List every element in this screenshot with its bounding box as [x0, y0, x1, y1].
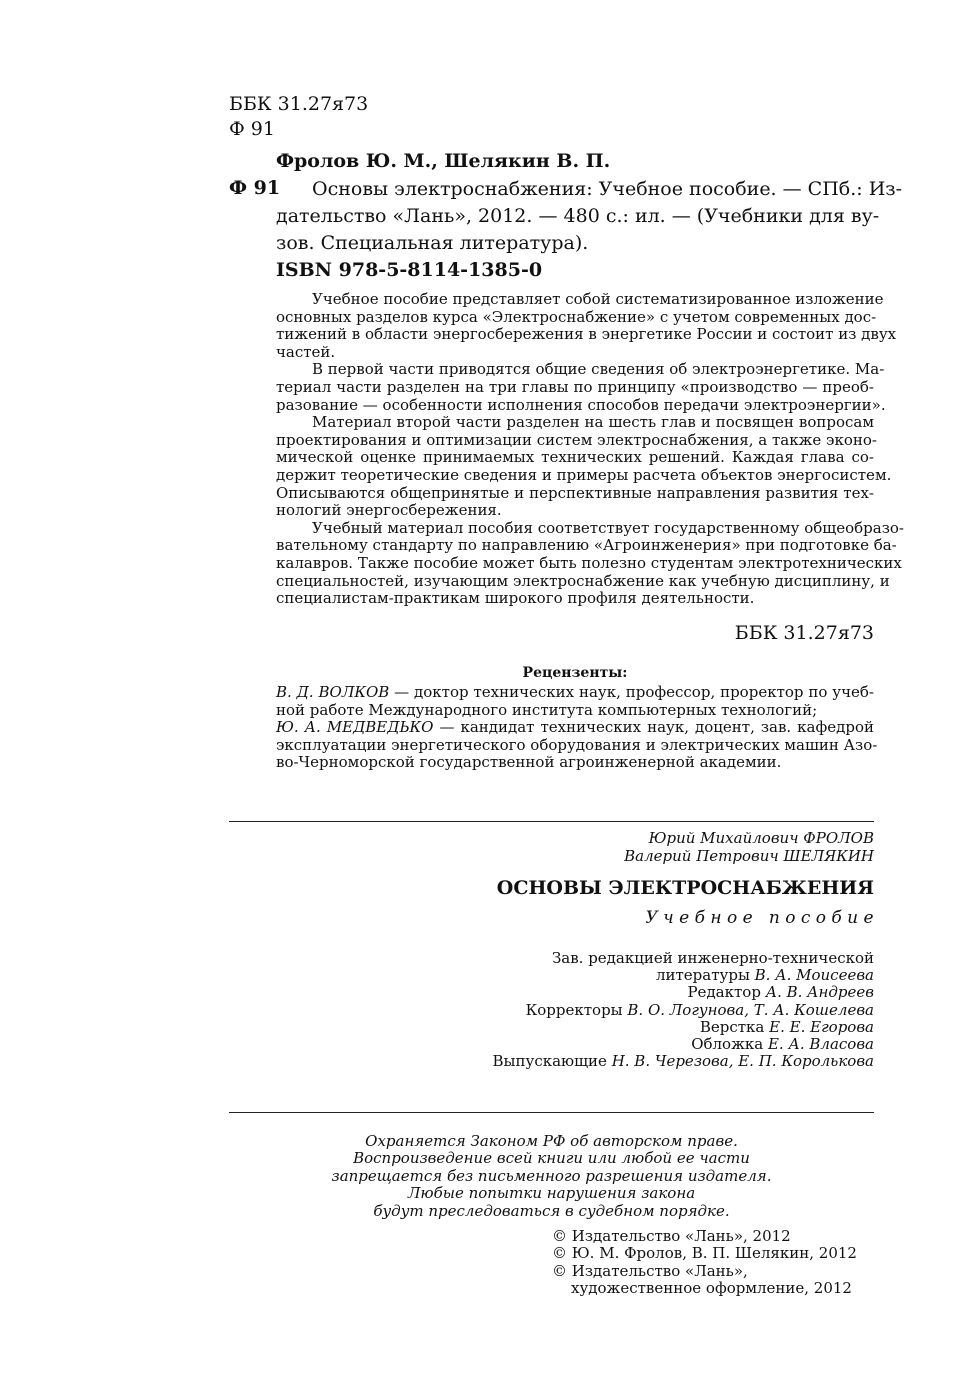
- abstract-line: Материал второй части разделен на шесть глав и посвящен вопросам: [312, 413, 874, 432]
- law-notice-line: запрещается без письменного разрешения издателя.: [331, 1166, 772, 1185]
- book-authors: [624, 829, 874, 865]
- copyright-line: художественное оформление, 2012: [571, 1279, 852, 1298]
- book-title: ОСНОВЫ ЭЛЕКТРОСНАБЖЕНИЯ: [496, 877, 874, 899]
- abstract-line: тижений в области энергосбережения в энергетике России и состоит из двух: [276, 325, 897, 344]
- divider: [229, 1112, 874, 1113]
- abstract-line: нологий энергосбережения.: [276, 501, 502, 520]
- credit-role: Верстка: [699, 1017, 770, 1036]
- abstract-line: вательному стандарту по направлению «Агроинженерия» при подготовке ба-: [276, 536, 897, 555]
- credit-role: Корректоры: [525, 1000, 628, 1019]
- law-notice-line: Любые попытки нарушения закона: [407, 1184, 696, 1203]
- reviewers-heading: Рецензенты:: [522, 665, 628, 681]
- library-classification: [229, 92, 368, 142]
- credits: [493, 950, 874, 1070]
- abstract-line: Учебное пособие представляет собой систематизированное изложение: [312, 290, 884, 308]
- reviewer-name: В. Д. ВОЛКОВ: [276, 683, 390, 701]
- abstract-line: мической оценке принимаемых технических решений. Каждая глава со-: [276, 448, 874, 467]
- description-line: дательство «Лань», 2012. — 480 с.: ил. — (Учебники для ву-: [276, 205, 880, 227]
- credit-role: Редактор: [687, 983, 766, 1002]
- copyright-line: © Издательство «Лань»,: [552, 1261, 748, 1280]
- credit-line: [493, 967, 874, 984]
- reviewers-list: [276, 683, 878, 772]
- credit-line: [493, 1053, 874, 1070]
- abstract-line: калавров. Также пособие может быть полезно студентам электротехнических: [276, 553, 902, 572]
- credit-name: Е. А. Власова: [767, 1035, 874, 1054]
- abstract-line: держит теоретические сведения и примеры расчета объектов энергосистем.: [276, 465, 892, 484]
- reviewer-line: [276, 719, 874, 737]
- law-notice-line: будут преследоваться в судебном порядке.: [373, 1201, 730, 1220]
- abstract-line: разование — особенности исполнения способов передачи электроэнергии».: [276, 395, 886, 414]
- abstract-line: основных разделов курса «Электроснабжение» с учетом современных дос-: [276, 307, 877, 326]
- reviewer-line: [276, 684, 874, 702]
- reviewer-name: Ю. А. МЕДВЕДЬКО: [276, 718, 434, 737]
- abstract: [276, 290, 904, 608]
- credit-name: А. В. Андреев: [765, 983, 874, 1002]
- description-line: Основы электроснабжения: Учебное пособие. — СПб.: Из-: [312, 178, 903, 200]
- credit-name: В. А. Моисеева: [754, 966, 874, 985]
- copyright-line: © Издательство «Лань», 2012: [552, 1227, 791, 1245]
- abstract-line: Учебный материал пособия соответствует государственному общеобразо-: [312, 518, 904, 537]
- credit-line: [493, 984, 874, 1001]
- law-notice-line: Воспроизведение всей книги или любой ее части: [353, 1149, 750, 1168]
- divider: [229, 821, 874, 822]
- credit-role: литературы: [655, 966, 755, 985]
- reviewer-text: — кандидат технических наук, доцент, зав. кафедрой: [433, 718, 874, 737]
- author-mark: Ф 91: [229, 118, 275, 140]
- abstract-bbk-code: ББК 31.27я73: [734, 622, 874, 644]
- entry-code: Ф 91: [229, 177, 281, 199]
- abstract-line: специальностей, изучающим электроснабжение как учебную дисциплину, и: [276, 571, 890, 590]
- abstract-line: В первой части приводятся общие сведения об электроэнергетике. Ма-: [312, 360, 885, 379]
- credit-name: Н. В. Черезова, Е. П. Королькова: [611, 1052, 874, 1071]
- reviewer-line: во-Черноморской государственной агроинженерной академии.: [276, 753, 782, 772]
- book-kind: Учебное пособие: [645, 908, 879, 928]
- isbn: ISBN 978-5-8114-1385-0: [276, 259, 543, 281]
- credit-name: В. О. Логунова, Т. А. Кошелева: [627, 1000, 874, 1019]
- copyright-holders: [552, 1228, 857, 1298]
- credit-line: [493, 1019, 874, 1036]
- copyright-law-notice: [229, 1133, 874, 1220]
- description-line: зов. Специальная литература).: [276, 232, 589, 254]
- abstract-line: Описываются общепринятые и перспективные направления развития тех-: [276, 483, 874, 502]
- credit-role: Выпускающие: [492, 1052, 612, 1071]
- book-author: Юрий Михайлович ФРОЛОВ: [648, 829, 874, 847]
- bibliographic-description: [276, 176, 903, 257]
- abstract-line: специалистам-практикам широкого профиля деятельности.: [276, 589, 755, 608]
- credit-line: [493, 1036, 874, 1053]
- credit-line: Зав. редакцией инженерно-технической: [551, 949, 874, 967]
- book-author: Валерий Петрович ШЕЛЯКИН: [624, 847, 874, 865]
- abstract-line: проектирования и оптимизации систем электроснабжения, а также эконо-: [276, 430, 877, 449]
- reviewer-text: — доктор технических наук, профессор, проректор по учеб-: [389, 683, 874, 701]
- reviewer-line: ной работе Международного института компьютерных технологий;: [276, 700, 818, 719]
- abstract-line: частей.: [276, 342, 336, 361]
- copyright-line: © Ю. М. Фролов, В. П. Шелякин, 2012: [552, 1244, 857, 1263]
- credit-role: Обложка: [691, 1035, 768, 1054]
- law-notice-line: Охраняется Законом РФ об авторском праве.: [365, 1132, 738, 1150]
- abstract-line: териал части разделен на три главы по принципу «производство — преоб-: [276, 377, 874, 396]
- credit-name: Е. Е. Егорова: [769, 1017, 874, 1036]
- reviewer-line: эксплуатации энергетического оборудования и электрических машин Азо-: [276, 735, 878, 754]
- credit-line: [493, 1002, 874, 1019]
- bbk-code: ББК 31.27я73: [229, 93, 369, 115]
- entry-authors: Фролов Ю. М., Шелякин В. П.: [276, 150, 611, 172]
